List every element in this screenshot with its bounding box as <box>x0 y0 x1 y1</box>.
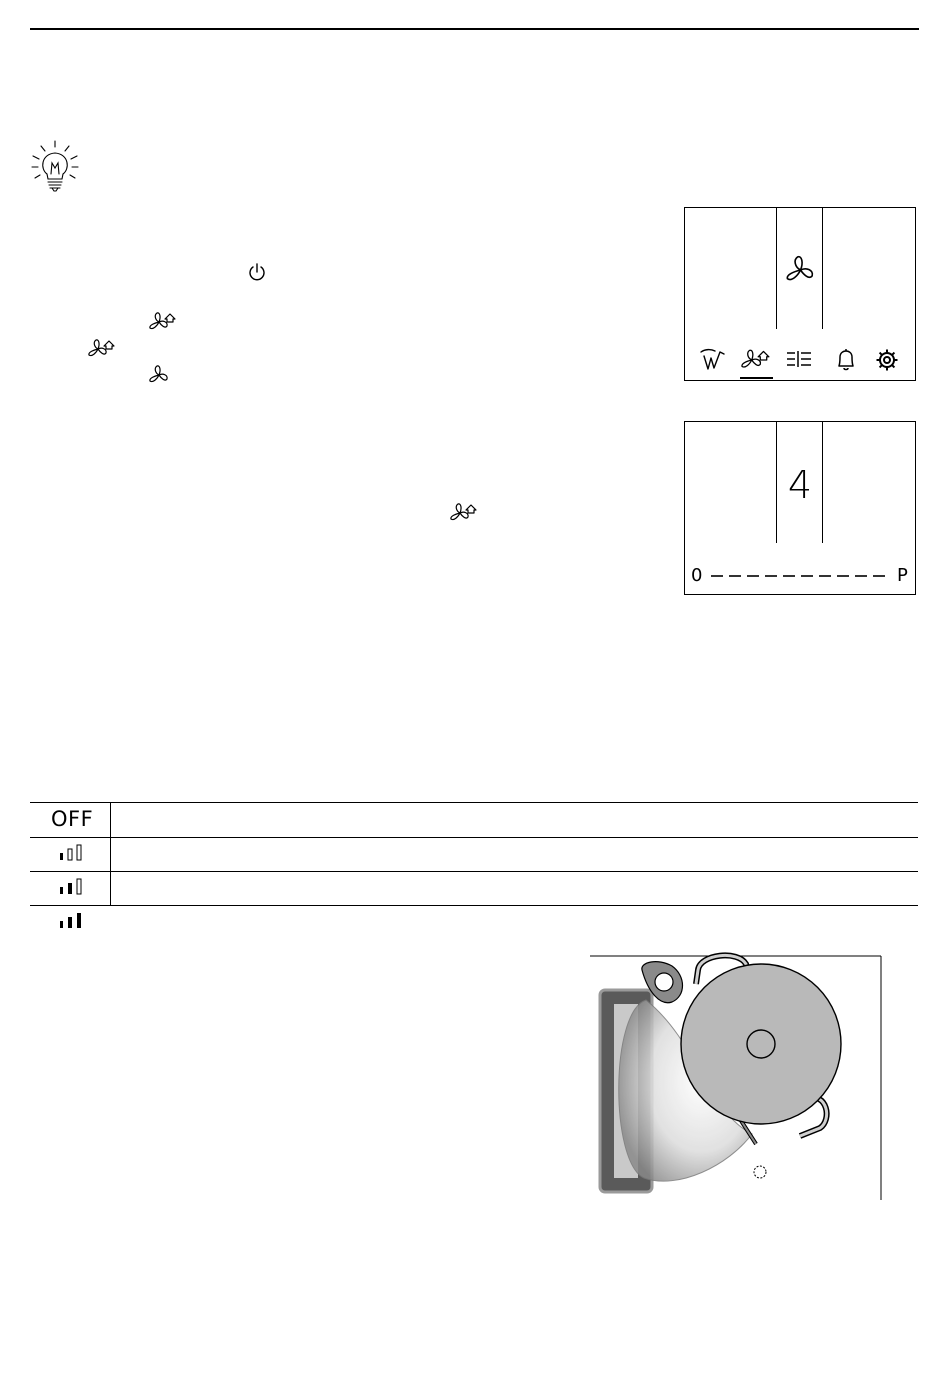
off-symbol: OFF <box>51 807 94 831</box>
fan-icon[interactable] <box>786 254 818 286</box>
table-top-rule <box>30 802 918 803</box>
level-3-icon <box>58 911 84 931</box>
panel-divider-right <box>822 208 823 329</box>
selected-level-value: 4 <box>787 463 813 507</box>
gear-icon[interactable] <box>875 348 899 372</box>
table-row-rule <box>30 905 918 906</box>
hob-pot-illustration <box>588 952 884 1202</box>
panel-divider-right <box>822 422 823 543</box>
extractor-fan-icon <box>88 338 116 360</box>
active-menu-underline <box>740 377 773 379</box>
extractor-fan-icon[interactable] <box>741 348 771 372</box>
display-panel-level <box>684 421 916 595</box>
list-icon[interactable] <box>785 350 813 370</box>
fan-icon <box>149 364 171 386</box>
panel-divider-left <box>776 208 777 329</box>
lightbulb-tip-icon <box>28 138 84 194</box>
extractor-fan-icon <box>450 502 478 524</box>
display-panel-menu <box>684 207 916 381</box>
scale-max-label: P <box>897 565 908 586</box>
scale-min-label: 0 <box>691 565 703 586</box>
level-2-icon <box>58 877 84 897</box>
level-1-icon <box>58 843 84 863</box>
hand-icon[interactable] <box>699 348 727 372</box>
bell-icon[interactable] <box>835 348 857 372</box>
table-column-rule <box>110 802 111 906</box>
header-rule <box>30 28 919 30</box>
power-icon <box>247 262 267 282</box>
table-row-rule <box>30 871 918 872</box>
table-row-rule <box>30 837 918 838</box>
extractor-fan-icon <box>149 311 177 333</box>
level-scale-bar[interactable] <box>709 566 891 586</box>
panel-divider-left <box>776 422 777 543</box>
